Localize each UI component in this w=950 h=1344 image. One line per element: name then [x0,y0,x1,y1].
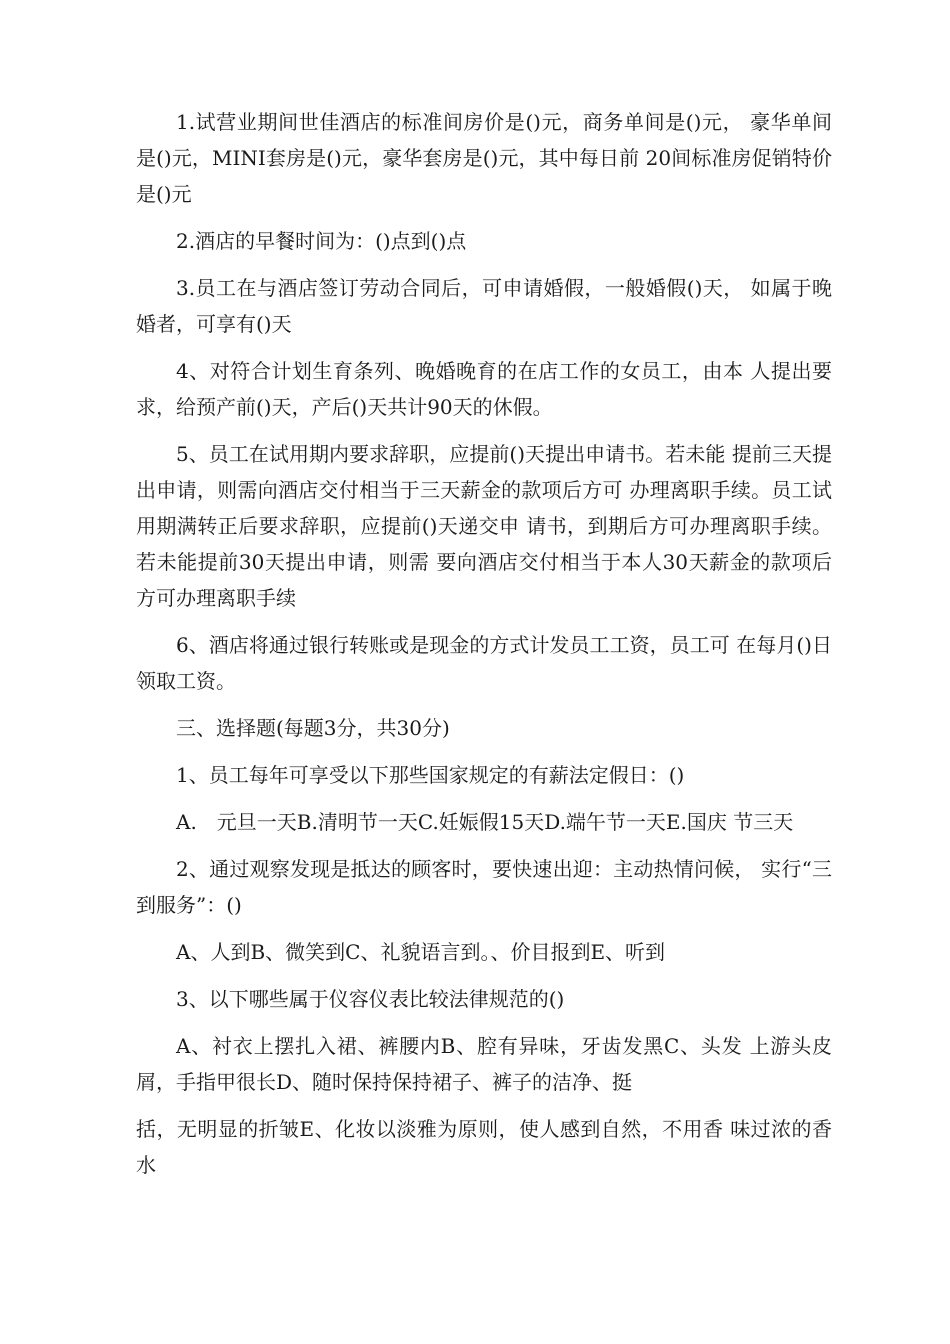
choice-options-3-continued: 括，无明显的折皱E、化妆以淡雅为原则，使人感到自然，不用香 味过浓的香水 [136,1117,832,1177]
choice-options-1: A. 元旦一天B.清明节一天C.妊娠假15天D.端午节一天E.国庆 节三天 [176,810,794,834]
question-fill-5: 5、员工在试用期内要求辞职，应提前()天提出申请书。若未能 提前三天提出申请，则需向酒店交付相当于三天薪金的款项后方可 办理离职手续。员工试用期满转正后要求辞职，应提前()天递交申 请书，到期后方可办理离职手续。若未能提前30天提出申请，则需 要向酒店交付相当于本人30天薪金的款项后方可办理离职手续 [136,442,832,610]
question-fill-2: 2.酒店的早餐时间为：()点到()点 [176,229,467,253]
document-body [136,104,832,1194]
choice-options-2: A、人到B、微笑到C、礼貌语言到。、价目报到E、听到 [176,940,666,964]
question-fill-3: 3.员工在与酒店签订劳动合同后，可申请婚假，一般婚假()天， 如属于晚婚者，可享有()天 [136,276,832,336]
question-fill-4: 4、对符合计划生育条列、晚婚晚育的在店工作的女员工，由本 人提出要求，给预产前()天，产后()天共计90天的休假。 [136,359,832,419]
choice-options-3: A、衬衣上摆扎入裙、裤腰内B、腔有异味，牙齿发黑C、头发 上游头皮屑，手指甲很长D、随时保持保持裙子、裤子的洁净、挺 [136,1034,832,1094]
choice-question-2: 2、通过观察发现是抵达的顾客时，要快速出迎：主动热情问候， 实行“三到服务”：() [136,857,832,917]
question-fill-6: 6、酒店将通过银行转账或是现金的方式计发员工工资，员工可 在每月()日领取工资。 [136,633,832,693]
question-fill-1: 1.试营业期间世佳酒店的标准间房价是()元，商务单间是()元， 豪华单间是()元，MINI套房是()元，豪华套房是()元，其中每日前 20间标准房促销特价是()元 [136,110,832,206]
section-heading: 三、选择题(每题3分，共30分) [176,716,450,740]
choice-question-3: 3、以下哪些属于仪容仪表比较法律规范的() [176,987,565,1011]
choice-question-1: 1、员工每年可享受以下那些国家规定的有薪法定假日：() [176,763,685,787]
